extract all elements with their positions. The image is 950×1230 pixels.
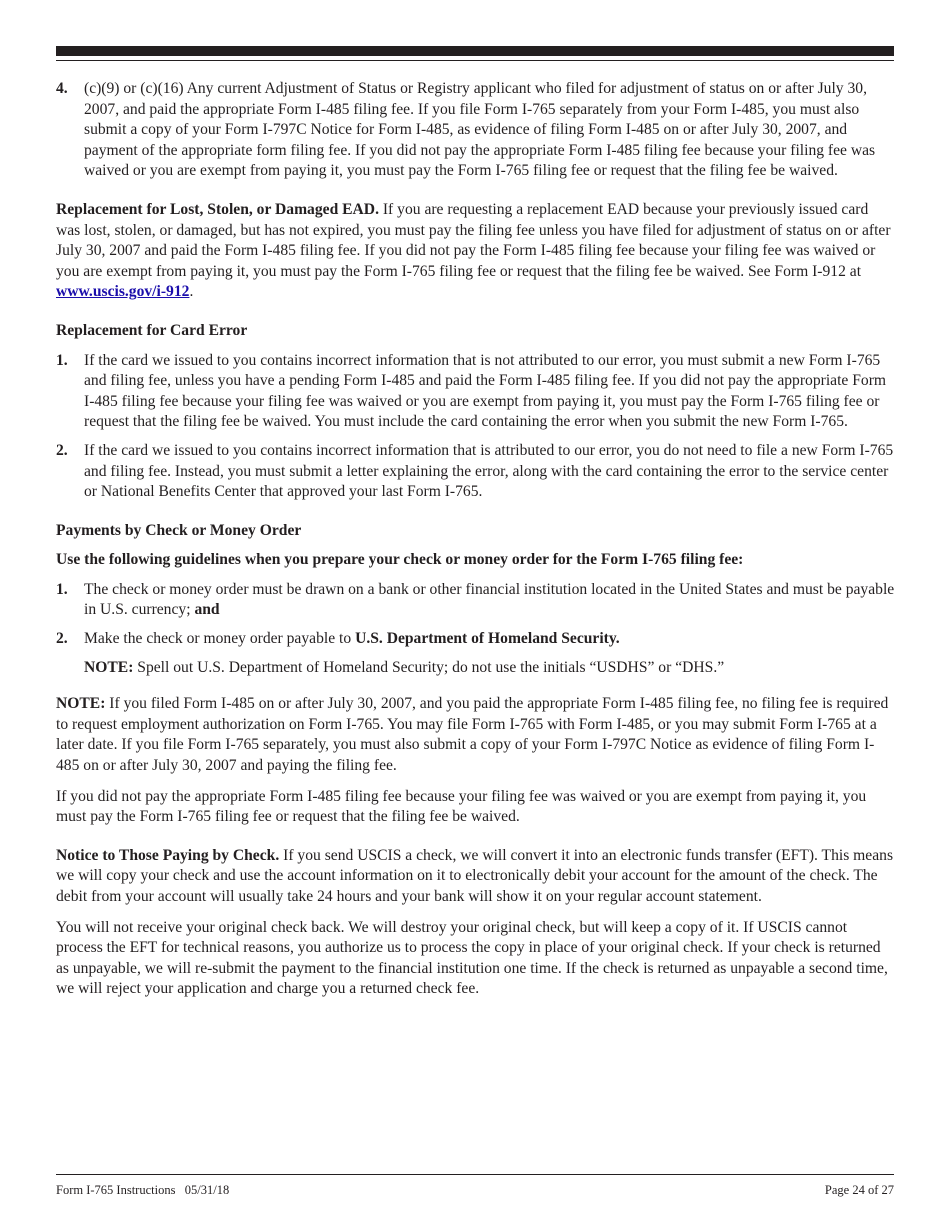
item-number: 4. (56, 80, 68, 97)
item-text: (c)(9) or (c)(16) Any current Adjustment of Status or Registry applicant who filed for adjustment of status on or after July 30, 2007, and paid the appropriate Form I-485 filing fee. If you file Form I-765 separately from your Form I-485, you must also submit a copy of your Form I-797C Notice for Form I-485, as evidence of filing Form I-485 on or after July 30, 2007, and payment of the appropriate form filing fee. If you did not pay the appropriate Form I-485 filing fee because your filing fee was waived or you are exempt from paying it, you must pay the Form I-765 filing fee or request that the filing fee be waived. (84, 80, 876, 180)
filing-fee-note (56, 694, 896, 776)
i912-link[interactable]: www.uscis.gov/i-912 (56, 283, 190, 301)
card-error-item-2 (56, 441, 896, 503)
note-label: NOTE: (56, 695, 106, 713)
sentence-end: . (189, 283, 194, 301)
footer-page-number: Page 24 of 27 (824, 1183, 894, 1197)
eligibility-item-4 (56, 79, 896, 182)
payee-note (84, 658, 896, 679)
item-number: 2. (56, 630, 68, 648)
notice-check-text: If you send USCIS a check, we will convert it into an electronic funds transfer (EFT). This means we will copy your check and use the account information on it to electronically debit your account for the amount of the check. The debit from your account will usually take 24 hours and your bank will show it on your regular account statement. (56, 846, 894, 905)
note-label: NOTE: (84, 658, 134, 676)
item-text: If the card we issued to you contains incorrect information that is not attributed to our error, you must submit a new Form I-765 and filing fee, unless you have a pending Form I-485 and paid the Form I-485 filing fee. If you did not pay the appropriate Form I-485 filing fee because your filing fee was waived or you are exempt from paying it, you must pay the Form I-765 filing fee or request that the filing fee be waived. You must include the card containing the error when you submit the new Form I-765. (84, 351, 887, 431)
payments-item-2 (56, 629, 896, 650)
replacement-lost-lead: Replacement for Lost, Stolen, or Damaged EAD. (56, 200, 379, 218)
did-not-pay-paragraph: If you did not pay the appropriate Form I-485 filing fee because your filing fee was waived or you are exempt from paying it, you must pay the Form I-765 filing fee or request that the filing fee be waived. (56, 787, 867, 826)
footer-rule (56, 1174, 894, 1175)
payments-subheading: Use the following guidelines when you prepare your check or money order for the Form I-765 filing fee: (56, 551, 744, 569)
notice-check-paragraph (56, 846, 896, 908)
item-text-bold: and (194, 601, 220, 619)
card-error-item-1 (56, 351, 896, 433)
replacement-lost-text: If you are requesting a replacement EAD because your previously issued card was lost, stolen, or damaged, but has not expired, you must pay the filing fee unless you have filed for adjustment of status on or after July 30, 2007 and paid the Form I-485 filing fee. If you did not pay the Form I-485 filing fee because your filing fee was waived or you are exempt from paying it, you must pay the Form I-765 filing fee or request that the filing fee be waived. See Form I-912 at (56, 200, 891, 280)
item-text (84, 629, 896, 650)
item-text-body: Make the check or money order payable to (84, 630, 356, 648)
note-text: Spell out U.S. Department of Homeland Security; do not use the initials “USDHS” or “DHS.” (133, 658, 725, 676)
original-check-paragraph: You will not receive your original check back. We will destroy your original check, but will keep a copy of it. If USCIS cannot process the EFT for technical reasons, you authorize us to process the copy in place of your original check. If your check is returned as unpayable, we will re-submit the payment to the financial institution one time. If the check is returned as unpayable a second time, we will reject your application and charge you a returned check fee. (56, 918, 888, 998)
payments-heading: Payments by Check or Money Order (56, 521, 302, 539)
note-text: If you filed Form I-485 on or after July 30, 2007, and you paid the appropriate Form I-485 filing fee, no filing fee is required to request employment authorization on Form I-765. You may file Form I-765 with Form I-485, or you may submit Form I-765 at a later date. If you file Form I-765 separately, you must also submit a copy of your Form I-797C Notice as evidence of filing Form I-485 on or after July 30, 2007 and paying the filing fee. (56, 695, 889, 775)
footer-form-info: Form I-765 Instructions 05/31/18 (56, 1183, 230, 1197)
header-rule-thick (56, 46, 894, 56)
page-footer (56, 1183, 894, 1198)
replacement-lost-paragraph (56, 200, 896, 303)
page-content (56, 79, 896, 1013)
card-error-heading: Replacement for Card Error (56, 321, 248, 339)
item-text: If the card we issued to you contains incorrect information that is attributed to our error, you do not need to file a new Form I-765 and filing fee. Instead, you must submit a letter explaining the error, along with the card containing the error to the service center or National Benefits Center that approved your last Form I-765. (84, 441, 894, 501)
item-text-bold: U.S. Department of Homeland Security. (355, 630, 620, 648)
item-number: 2. (56, 441, 68, 459)
item-number: 1. (56, 580, 68, 598)
item-text-body: The check or money order must be drawn on a bank or other financial institution located in the United States and must be payable in U.S. currency; (84, 580, 895, 619)
item-text (84, 580, 896, 621)
item-number: 1. (56, 351, 68, 369)
notice-check-lead: Notice to Those Paying by Check. (56, 846, 280, 864)
payments-item-1 (56, 580, 896, 621)
header-rule-thin (56, 60, 894, 61)
